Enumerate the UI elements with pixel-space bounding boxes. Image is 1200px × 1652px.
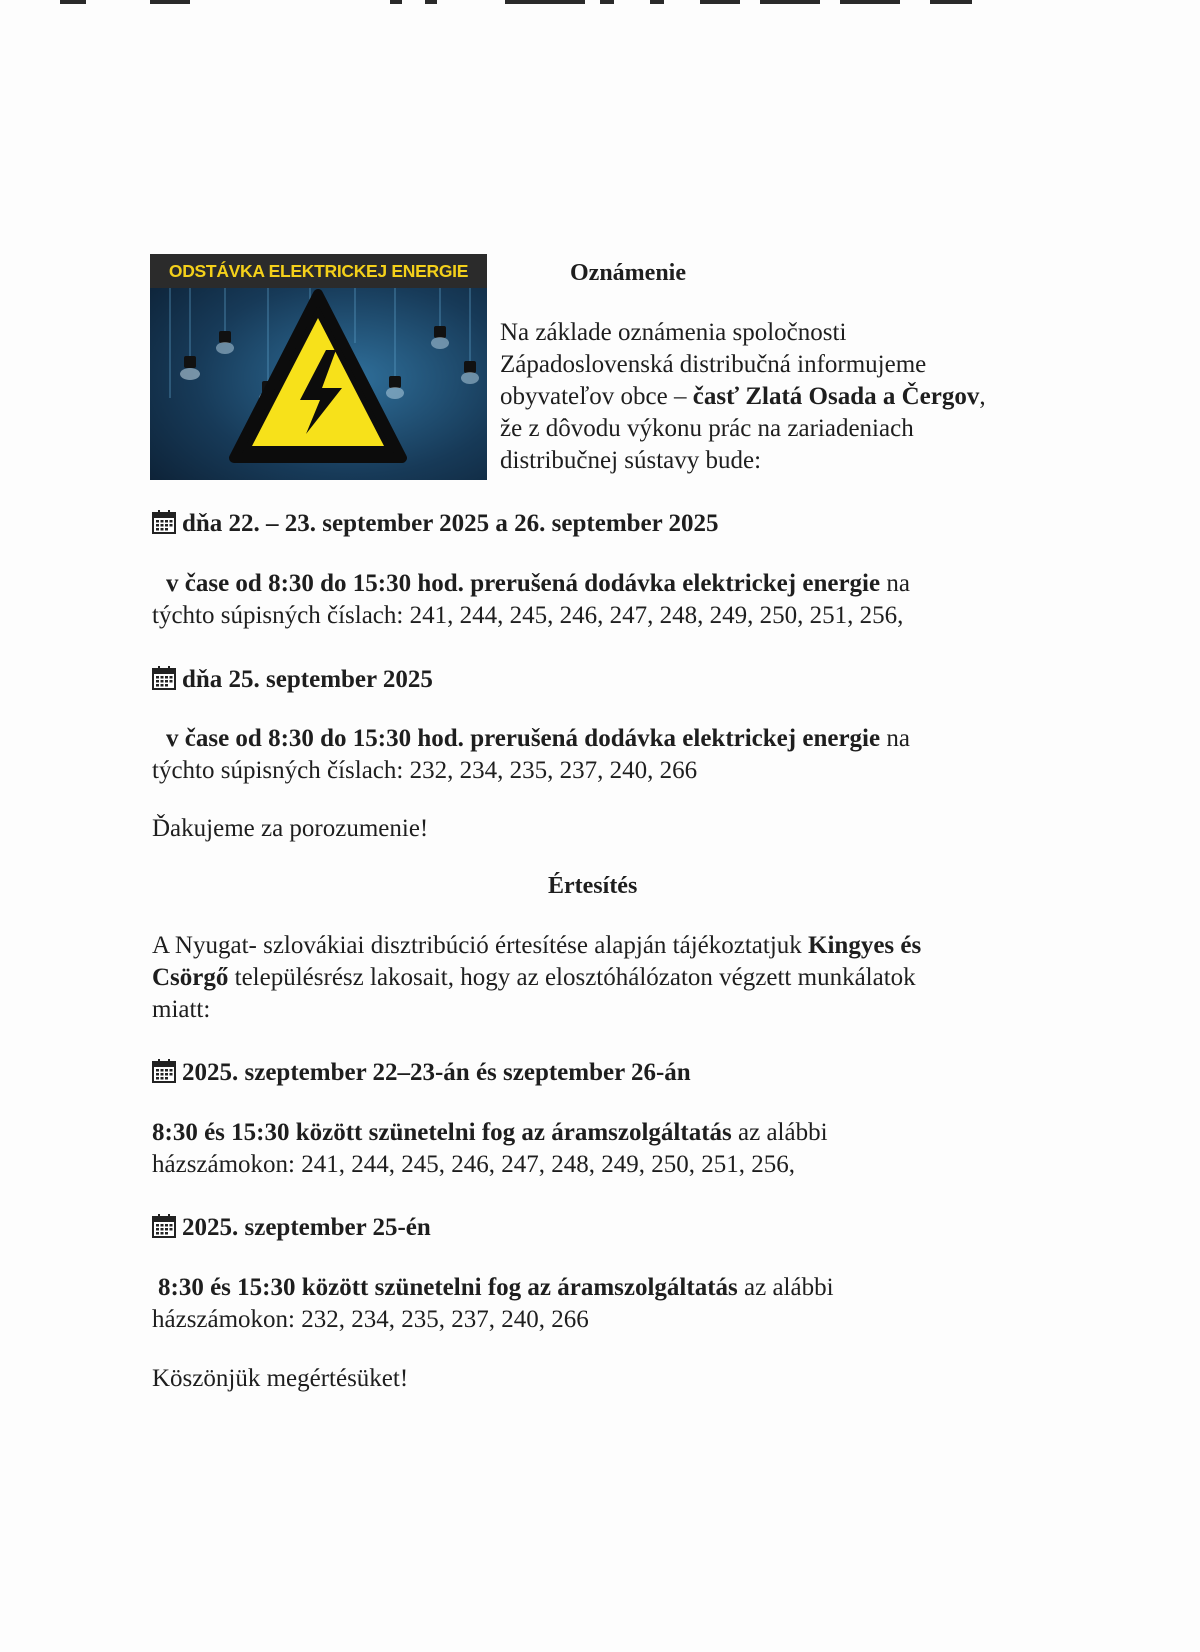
hu-heading: Értesítés — [548, 873, 638, 899]
hu-outage: 8:30 és 15:30 között szünetelni fog az áramszolgáltatás — [158, 1274, 738, 1301]
sk-intro-text: obyvateľov obce – — [500, 383, 693, 410]
hu-location: Csörgő — [152, 964, 229, 991]
sk-intro-line: distribučnej sústavy bude: — [500, 447, 762, 474]
outage-banner — [150, 254, 487, 480]
sk-intro-line: Západoslovenská distribučná informujeme — [500, 351, 927, 378]
hu-outage: 8:30 és 15:30 között szünetelni fog az áramszolgáltatás — [152, 1119, 732, 1146]
sk-time: v čase od 8:30 do 15:30 hod. — [166, 725, 464, 752]
sk-heading: Oznámenie — [570, 260, 686, 286]
sk-date-1: dňa 22. – 23. september 2025 a 26. september 2025 — [152, 508, 719, 540]
sk-intro-line: Na základe oznámenia spoločnosti — [500, 319, 847, 346]
sk-numbers-1: týchto súpisných číslach: 241, 244, 245, 246, 247, 248, 249, 250, 251, 256, — [152, 602, 904, 629]
hu-intro-line: miatt: — [152, 996, 211, 1023]
calendar-icon — [152, 510, 176, 534]
hu-date-2: 2025. szeptember 25-én — [152, 1212, 431, 1244]
sk-intro-line: že z dôvodu výkonu prác na zariadeniach — [500, 415, 914, 442]
scan-edge-marks — [0, 0, 1200, 8]
sk-thanks: Ďakujeme za porozumenie! — [152, 815, 429, 842]
sk-outage: prerušená dodávka elektrickej energie — [463, 725, 881, 752]
sk-outage-line-2: v čase od 8:30 do 15:30 hod. prerušená dodávka elektrickej energie na — [166, 725, 910, 752]
hu-date-1: 2025. szeptember 22–23-án és szeptember 26-án — [152, 1057, 691, 1089]
calendar-icon — [152, 1059, 176, 1083]
hu-thanks: Köszönjük megértésüket! — [152, 1365, 409, 1392]
hu-numbers-2: házszámokon: 232, 234, 235, 237, 240, 266 — [152, 1306, 589, 1333]
hu-intro-line: A Nyugat- szlovákiai disztribúció értesítése alapján tájékoztatjuk Kingyes és — [152, 932, 922, 959]
sk-intro-line — [500, 381, 986, 413]
calendar-icon — [152, 1214, 176, 1238]
calendar-icon — [152, 666, 176, 690]
hu-location: Kingyes és — [808, 932, 922, 959]
hu-numbers-1: házszámokon: 241, 244, 245, 246, 247, 248, 249, 250, 251, 256, — [152, 1151, 796, 1178]
sk-outage-line-1: v čase od 8:30 do 15:30 hod. prerušená dodávka elektrickej energie na — [166, 570, 910, 597]
high-voltage-warning-icon — [150, 288, 487, 480]
sk-time: v čase od 8:30 do 15:30 hod. — [166, 570, 464, 597]
hu-intro-line: Csörgő településrész lakosait, hogy az elosztóhálózaton végzett munkálatok — [152, 964, 916, 991]
hu-outage-line-2: 8:30 és 15:30 között szünetelni fog az áramszolgáltatás az alábbi — [158, 1274, 834, 1301]
banner-title: ODSTÁVKA ELEKTRICKEJ ENERGIE — [150, 254, 487, 288]
sk-date-2: dňa 25. september 2025 — [152, 664, 433, 696]
sk-location: časť Zlatá Osada a Čergov — [692, 383, 980, 410]
sk-intro-comma: , — [979, 383, 986, 410]
sk-numbers-2: týchto súpisných číslach: 232, 234, 235, 237, 240, 266 — [152, 757, 698, 784]
sk-outage: prerušená dodávka elektrickej energie — [463, 570, 881, 597]
hu-outage-line-1: 8:30 és 15:30 között szünetelni fog az áramszolgáltatás az alábbi — [152, 1119, 828, 1146]
